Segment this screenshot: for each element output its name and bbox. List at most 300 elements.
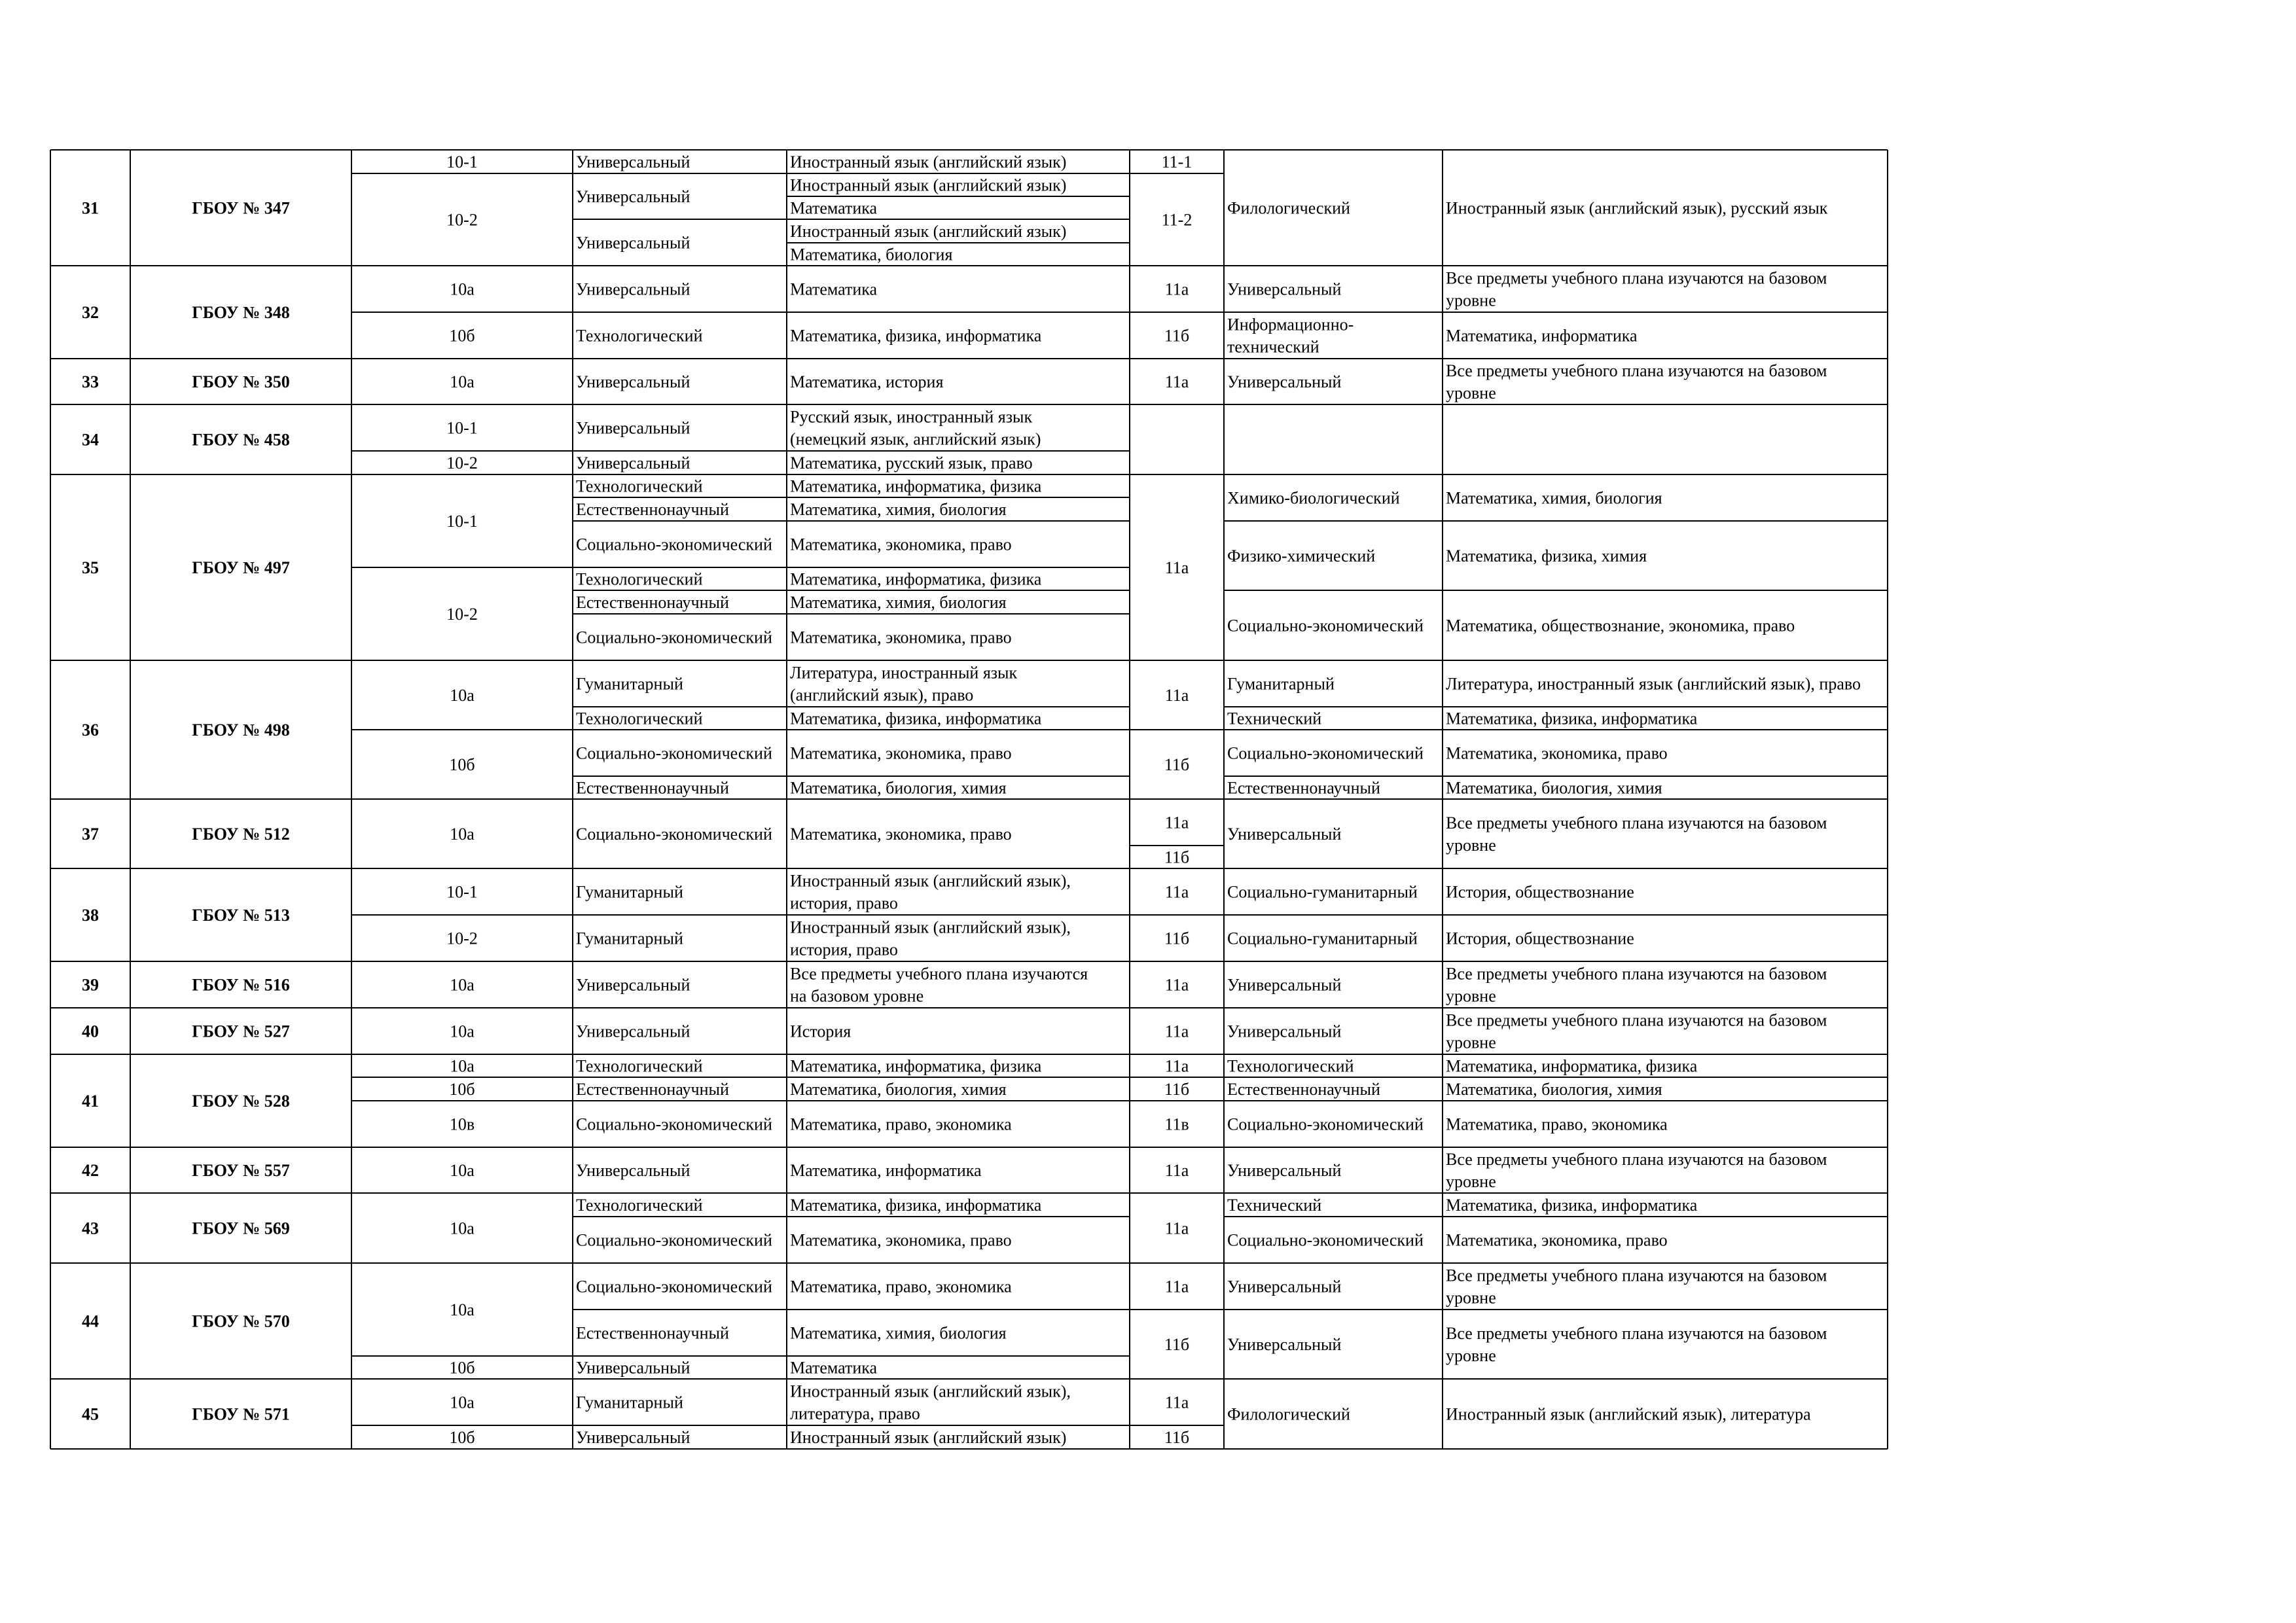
subjects-10-line: Математика, химия, биология — [790, 499, 1007, 519]
subjects-11-line: Математика, физика, информатика — [1446, 1195, 1698, 1215]
subjects-10-line: Математика, экономика, право — [790, 535, 1012, 554]
class-10-label-line: 10-1 — [446, 882, 478, 902]
subjects-11-line: История, обществознание — [1446, 882, 1634, 902]
subjects-11 — [1446, 1010, 1827, 1052]
subjects-11 — [1446, 361, 1827, 402]
subjects-11-line: Все предметы учебного плана изучаются на базовом — [1446, 1266, 1827, 1285]
profile-10 — [576, 674, 683, 693]
class-10-label-line: 10а — [450, 372, 475, 391]
subjects-10 — [790, 1428, 1066, 1447]
class-10-label-line: 10а — [450, 1160, 475, 1180]
class-11-label — [1165, 975, 1189, 994]
profile-10-line: Гуманитарный — [576, 929, 683, 948]
subjects-11 — [1446, 1404, 1811, 1423]
school-name — [192, 975, 290, 994]
subjects-10 — [790, 500, 1007, 519]
profile-10 — [576, 233, 690, 252]
school-name-line: ГБОУ № 350 — [192, 372, 290, 391]
school-number-line: 36 — [82, 720, 99, 740]
profile-11 — [1227, 709, 1321, 728]
subjects-10-line: Математика, биология — [790, 245, 953, 264]
class-10-label-line: 10б — [449, 326, 475, 346]
class-10-label — [449, 1080, 475, 1099]
school-number-line: 43 — [82, 1219, 99, 1238]
profile-10 — [576, 279, 690, 298]
subjects-10 — [790, 964, 1088, 1005]
profile-11 — [1227, 1115, 1424, 1133]
school-number — [82, 975, 99, 994]
school-number — [82, 1219, 99, 1238]
profile-11-line: Социально-экономический — [1227, 1230, 1424, 1250]
school-number — [82, 1161, 99, 1180]
school-name — [192, 1404, 290, 1423]
school-number-line: 32 — [82, 302, 99, 322]
class-11-label-line: 11в — [1164, 1115, 1189, 1134]
subjects-10 — [790, 1080, 1007, 1099]
profile-10 — [576, 1080, 729, 1099]
profile-10 — [576, 1358, 690, 1377]
subjects-10-line: Математика, экономика, право — [790, 1230, 1012, 1250]
class-10-label — [446, 512, 478, 531]
profile-10-line: Естественнонаучный — [576, 1323, 729, 1343]
subjects-10-line: Математика, экономика, право — [790, 824, 1012, 844]
subjects-10 — [790, 1277, 1012, 1296]
class-10-label — [450, 975, 475, 994]
class-10-label — [450, 372, 475, 391]
subjects-10 — [790, 569, 1042, 588]
class-11-label-line: 11б — [1164, 929, 1190, 948]
profile-11-line: Универсальный — [1227, 279, 1342, 299]
class-11-label — [1165, 558, 1189, 577]
class-11-label-line: 11а — [1164, 372, 1189, 391]
subjects-11-line: Иностранный язык (английский язык), литература — [1446, 1404, 1811, 1424]
class-10-label — [449, 326, 475, 345]
class-10-label — [446, 210, 478, 229]
class-10-label-line: 10-1 — [446, 418, 478, 438]
class-10-label-line: 10-2 — [446, 604, 478, 624]
profile-10 — [576, 1393, 683, 1412]
profile-10-line: Универсальный — [576, 152, 691, 171]
class-11-label-line: 11-2 — [1161, 210, 1193, 230]
subjects-10-line: Все предметы учебного плана изучаются — [790, 964, 1088, 984]
class-11-label-line: 11а — [1164, 1219, 1189, 1238]
class-11-label — [1165, 1022, 1189, 1041]
subjects-10 — [790, 871, 1071, 912]
profile-11 — [1227, 778, 1380, 797]
subjects-11 — [1446, 1230, 1668, 1249]
profile-10-line: Универсальный — [576, 453, 691, 473]
profile-11 — [1227, 1335, 1341, 1354]
profile-11 — [1227, 929, 1418, 948]
school-name-line: ГБОУ № 570 — [192, 1311, 290, 1331]
school-name-line: ГБОУ № 528 — [192, 1091, 290, 1111]
subjects-10-line: Математика, экономика, право — [790, 628, 1012, 647]
class-11-label — [1165, 1219, 1189, 1238]
class-10-label-line: 10-1 — [446, 511, 478, 531]
school-number — [82, 1022, 99, 1041]
class-11-label-line: 11б — [1164, 847, 1190, 867]
profile-11 — [1227, 674, 1335, 693]
subjects-10-line: Математика, экономика, право — [790, 743, 1012, 763]
profile-10-line: Социально-экономический — [576, 743, 772, 763]
subjects-10 — [790, 743, 1012, 762]
profile-10 — [576, 152, 690, 171]
subjects-11-line: Математика, физика, химия — [1446, 546, 1647, 565]
class-11-label — [1165, 1277, 1189, 1296]
subjects-11-line: Все предметы учебного плана изучаются на базовом — [1446, 964, 1827, 984]
profile-11 — [1227, 616, 1424, 635]
school-name-line: ГБОУ № 569 — [192, 1219, 290, 1238]
subjects-10-line: Иностранный язык (английский язык) — [790, 152, 1067, 171]
school-name-line: ГБОУ № 527 — [192, 1022, 290, 1041]
subjects-10-line: история, право — [790, 893, 898, 913]
profile-10 — [576, 1277, 772, 1296]
school-number — [82, 721, 99, 740]
class-11-label — [1165, 1161, 1189, 1180]
profile-11 — [1227, 315, 1354, 356]
profile-10 — [576, 1323, 729, 1342]
profile-11-line: Технический — [1227, 709, 1322, 728]
subjects-11-line: Математика, экономика, право — [1446, 1230, 1668, 1250]
school-name — [192, 1219, 290, 1238]
profile-11-line: Информационно- — [1227, 315, 1354, 334]
subjects-11 — [1446, 198, 1828, 217]
subjects-10-line: (немецкий язык, английский язык) — [790, 429, 1041, 449]
school-number — [82, 558, 99, 577]
profile-10 — [576, 593, 729, 612]
profile-11 — [1227, 198, 1350, 217]
profile-11-line: Естественнонаучный — [1227, 778, 1380, 798]
subjects-10 — [790, 663, 1018, 704]
subjects-10-line: Иностранный язык (английский язык), — [790, 871, 1071, 891]
profile-11-line: Химико-биологический — [1227, 488, 1400, 508]
class-10-label — [450, 1161, 475, 1180]
subjects-10 — [790, 709, 1042, 728]
subjects-10-line: Математика, право, экономика — [790, 1115, 1012, 1134]
subjects-11-line: Математика, обществознание, экономика, право — [1446, 616, 1795, 635]
profile-10 — [576, 454, 690, 473]
profile-10 — [576, 975, 690, 994]
class-10-label-line: 10-1 — [446, 152, 478, 171]
subjects-11 — [1446, 964, 1827, 1005]
subjects-11-line: Литература, иностранный язык (английский язык), право — [1446, 674, 1861, 694]
profile-10 — [576, 1022, 690, 1041]
profile-10 — [576, 476, 703, 495]
class-10-label-line: 10а — [450, 1393, 475, 1412]
class-10-label-line: 10а — [450, 1056, 475, 1076]
profile-10-line: Социально-экономический — [576, 1115, 772, 1134]
subjects-10 — [790, 593, 1007, 612]
class-11-label — [1164, 1115, 1189, 1133]
subjects-11-line: уровне — [1446, 986, 1496, 1006]
school-number — [82, 825, 99, 844]
profile-10 — [576, 709, 703, 728]
school-number — [82, 1092, 99, 1111]
class-11-label-line: 11а — [1164, 1022, 1189, 1041]
subjects-11-line: уровне — [1446, 1288, 1496, 1308]
subjects-10-line: Русский язык, иностранный язык — [790, 407, 1033, 427]
class-11-label — [1164, 929, 1189, 948]
subjects-10 — [790, 1161, 982, 1180]
subjects-10 — [790, 1358, 878, 1377]
subjects-11 — [1446, 268, 1827, 310]
subjects-11 — [1446, 929, 1634, 948]
subjects-10-line: литература, право — [790, 1404, 920, 1423]
subjects-10 — [790, 918, 1071, 959]
class-11-label — [1165, 813, 1189, 832]
subjects-11-line: Все предметы учебного плана изучаются на базовом — [1446, 268, 1827, 288]
profile-10-line: Гуманитарный — [576, 1393, 683, 1412]
class-10-label — [446, 929, 478, 948]
subjects-10-line: Математика, русский язык, право — [790, 453, 1033, 473]
profile-10 — [576, 628, 772, 647]
class-10-label — [449, 755, 475, 774]
profile-10 — [576, 418, 690, 437]
profile-10-line: Универсальный — [576, 418, 691, 438]
class-11-label — [1164, 755, 1189, 774]
profile-11-line: Социально-экономический — [1227, 743, 1424, 763]
profile-11 — [1227, 743, 1424, 762]
class-10-label-line: 10б — [449, 1079, 475, 1099]
class-10-label — [450, 1022, 475, 1041]
profile-10 — [576, 372, 690, 391]
school-number-line: 42 — [82, 1160, 99, 1180]
subjects-11 — [1446, 1324, 1827, 1365]
school-name — [192, 1022, 290, 1041]
subjects-10-line: Иностранный язык (английский язык), — [790, 1382, 1071, 1401]
class-10-label-line: 10а — [450, 1300, 475, 1319]
profile-10-line: Универсальный — [576, 279, 691, 299]
school-number-line: 38 — [82, 905, 99, 925]
class-10-label — [446, 454, 478, 473]
subjects-10-line: на базовом уровне — [790, 986, 924, 1006]
profile-11-line: Технический — [1227, 1195, 1322, 1215]
school-name — [192, 558, 290, 577]
subjects-10 — [790, 535, 1012, 554]
subjects-10 — [790, 778, 1007, 797]
class-10-label-line: 10-2 — [446, 453, 478, 473]
subjects-10 — [790, 279, 878, 298]
school-name — [192, 825, 290, 844]
school-name-line: ГБОУ № 498 — [192, 720, 290, 740]
subjects-11-line: Все предметы учебного плана изучаются на базовом — [1446, 361, 1827, 380]
profile-10 — [576, 1230, 772, 1249]
school-name — [192, 1311, 290, 1330]
profile-11 — [1227, 1230, 1424, 1249]
subjects-10 — [790, 152, 1066, 171]
profile-10-line: Технологический — [576, 569, 703, 589]
school-number-line: 35 — [82, 558, 99, 577]
subjects-10-line: История — [790, 1022, 852, 1041]
school-name-line: ГБОУ № 512 — [192, 824, 290, 844]
class-10-label — [449, 1358, 475, 1377]
class-10-label-line: 10-2 — [446, 929, 478, 948]
profile-10-line: Естественнонаучный — [576, 592, 729, 612]
profile-10-line: Универсальный — [576, 1160, 691, 1180]
class-11-label — [1162, 210, 1193, 229]
subjects-10-line: Математика, физика, информатика — [790, 326, 1042, 346]
school-number-line: 40 — [82, 1022, 99, 1041]
class-10-label-line: 10б — [449, 755, 475, 774]
class-11-label — [1165, 1393, 1189, 1412]
profile-11-line: Естественнонаучный — [1227, 1079, 1380, 1099]
profile-10-line: Технологический — [576, 476, 703, 496]
class-11-label-line: 11а — [1164, 1160, 1189, 1180]
class-11-label-line: 11а — [1164, 813, 1189, 832]
school-number — [82, 372, 99, 391]
school-name-line: ГБОУ № 347 — [192, 198, 290, 218]
class-11-label-line: 11б — [1164, 755, 1190, 774]
subjects-10-line: Математика, информатика, физика — [790, 569, 1042, 589]
profile-11-line: Универсальный — [1227, 1334, 1342, 1354]
subjects-10-line: Литература, иностранный язык — [790, 663, 1018, 683]
school-number — [82, 1404, 99, 1423]
profile-11 — [1227, 1080, 1380, 1099]
class-10-label-line: 10а — [450, 1219, 475, 1238]
class-10-label — [450, 825, 475, 844]
profile-11-line: Социально-гуманитарный — [1227, 929, 1418, 948]
class-10-label-line: 10б — [449, 1427, 475, 1447]
subjects-11-line: уровне — [1446, 1171, 1496, 1191]
school-name-line: ГБОУ № 513 — [192, 905, 290, 925]
profile-10 — [576, 535, 772, 554]
profile-11-line: Универсальный — [1227, 1277, 1342, 1296]
school-number-line: 45 — [82, 1404, 99, 1424]
profile-11-line: Физико-химический — [1227, 546, 1376, 565]
subjects-11 — [1446, 488, 1662, 507]
school-name — [192, 372, 290, 391]
class-11-label — [1165, 279, 1189, 298]
profile-11 — [1227, 975, 1341, 994]
subjects-11-line: уровне — [1446, 1346, 1496, 1365]
class-11-label — [1165, 372, 1189, 391]
subjects-10 — [790, 1056, 1042, 1075]
profile-10 — [576, 326, 703, 345]
subjects-10-line: Иностранный язык (английский язык) — [790, 1427, 1067, 1447]
subjects-11-line: История, обществознание — [1446, 929, 1634, 948]
class-10-label — [450, 1056, 475, 1075]
subjects-11 — [1446, 1196, 1698, 1215]
profile-10-line: Универсальный — [576, 372, 691, 391]
subjects-10-line: Математика — [790, 279, 878, 299]
profile-11 — [1227, 1161, 1341, 1180]
subjects-10-line: Математика — [790, 198, 878, 218]
class-11-label-line: 11а — [1164, 1393, 1189, 1412]
profile-10-line: Технологический — [576, 709, 703, 728]
class-10-label-line: 10а — [450, 824, 475, 844]
school-number — [82, 430, 99, 449]
subjects-11-line: Все предметы учебного плана изучаются на базовом — [1446, 813, 1827, 832]
profile-11 — [1227, 1022, 1341, 1041]
profile-10 — [576, 500, 729, 519]
subjects-10-line: Математика, история — [790, 372, 944, 391]
subjects-10 — [790, 175, 1066, 194]
subjects-11-line: Математика, физика, информатика — [1446, 709, 1698, 728]
subjects-11-line: Математика, биология, химия — [1446, 1079, 1662, 1099]
profile-10 — [576, 1428, 690, 1447]
class-10-label — [450, 1219, 475, 1238]
class-10-label — [446, 418, 478, 437]
class-10-label — [446, 605, 478, 624]
profile-10-line: Социально-экономический — [576, 824, 772, 844]
class-11-label-line: 11а — [1164, 975, 1189, 995]
profile-10-line: Технологический — [576, 326, 703, 346]
subjects-11 — [1446, 882, 1634, 901]
subjects-11-line: Математика, информатика, физика — [1446, 1056, 1698, 1076]
class-11-label-line: 11-1 — [1161, 152, 1193, 171]
subjects-10-line: Математика, информатика — [790, 1160, 982, 1180]
class-11-label-line: 11а — [1164, 685, 1189, 705]
class-10-label — [446, 882, 478, 901]
subjects-10-line: Иностранный язык (английский язык) — [790, 175, 1067, 195]
subjects-11 — [1446, 813, 1827, 855]
profile-11-line: технический — [1227, 337, 1319, 357]
profile-10-line: Естественнонаучный — [576, 1079, 729, 1099]
class-10-label-line: 10б — [449, 1358, 475, 1378]
subjects-10-line: Математика, биология, химия — [790, 778, 1007, 798]
profile-10-line: Универсальный — [576, 233, 691, 253]
class-11-label-line: 11а — [1164, 558, 1189, 577]
class-11-label-line: 11б — [1164, 1427, 1190, 1447]
class-11-label-line: 11б — [1164, 1334, 1190, 1354]
profile-10 — [576, 569, 703, 588]
profile-11-line: Социально-гуманитарный — [1227, 882, 1418, 902]
school-name-line: ГБОУ № 458 — [192, 430, 290, 450]
profile-11-line: Филологический — [1227, 1404, 1350, 1424]
subjects-11-line: Математика, информатика — [1446, 326, 1638, 346]
profile-11-line: Универсальный — [1227, 1160, 1342, 1180]
subjects-10-line: Математика, физика, информатика — [790, 709, 1042, 728]
profile-10-line: Гуманитарный — [576, 882, 683, 902]
subjects-11-line: Иностранный язык (английский язык), русский язык — [1446, 198, 1828, 218]
profile-10 — [576, 882, 683, 901]
subjects-11-line: уровне — [1446, 835, 1496, 855]
subjects-11-line: Математика, экономика, право — [1446, 743, 1668, 763]
school-number — [82, 303, 99, 322]
school-name — [192, 430, 290, 449]
profile-11-line: Универсальный — [1227, 975, 1342, 995]
class-10-label — [450, 1115, 475, 1133]
class-11-label — [1165, 882, 1189, 901]
subjects-10-line: Математика, биология, химия — [790, 1079, 1007, 1099]
subjects-10-line: Математика, химия, биология — [790, 592, 1007, 612]
subjects-10 — [790, 372, 943, 391]
subjects-11-line: Математика, право, экономика — [1446, 1115, 1668, 1134]
subjects-10-line: Математика, химия, биология — [790, 1323, 1007, 1343]
profile-11-line: Универсальный — [1227, 824, 1342, 844]
school-number-line: 41 — [82, 1091, 99, 1111]
subjects-11 — [1446, 1150, 1827, 1191]
profile-11 — [1227, 1277, 1341, 1296]
subjects-10 — [790, 407, 1041, 448]
subjects-11-line: Математика, биология, химия — [1446, 778, 1662, 798]
profile-11-line: Филологический — [1227, 198, 1350, 218]
subjects-11 — [1446, 1056, 1698, 1075]
school-name — [192, 303, 290, 322]
profile-10 — [576, 743, 772, 762]
profile-11-line: Социально-экономический — [1227, 1115, 1424, 1134]
subjects-11 — [1446, 616, 1795, 635]
class-11-label — [1164, 1428, 1189, 1447]
class-11-label-line: 11а — [1164, 279, 1189, 299]
subjects-11-line: Все предметы учебного плана изучаются на базовом — [1446, 1010, 1827, 1030]
subjects-10 — [790, 245, 952, 264]
subjects-11-line: уровне — [1446, 1033, 1496, 1052]
class-10-label — [450, 1300, 475, 1319]
class-10-label-line: 10-2 — [446, 210, 478, 230]
profile-11-line: Гуманитарный — [1227, 674, 1335, 694]
school-number-line: 44 — [82, 1311, 99, 1331]
